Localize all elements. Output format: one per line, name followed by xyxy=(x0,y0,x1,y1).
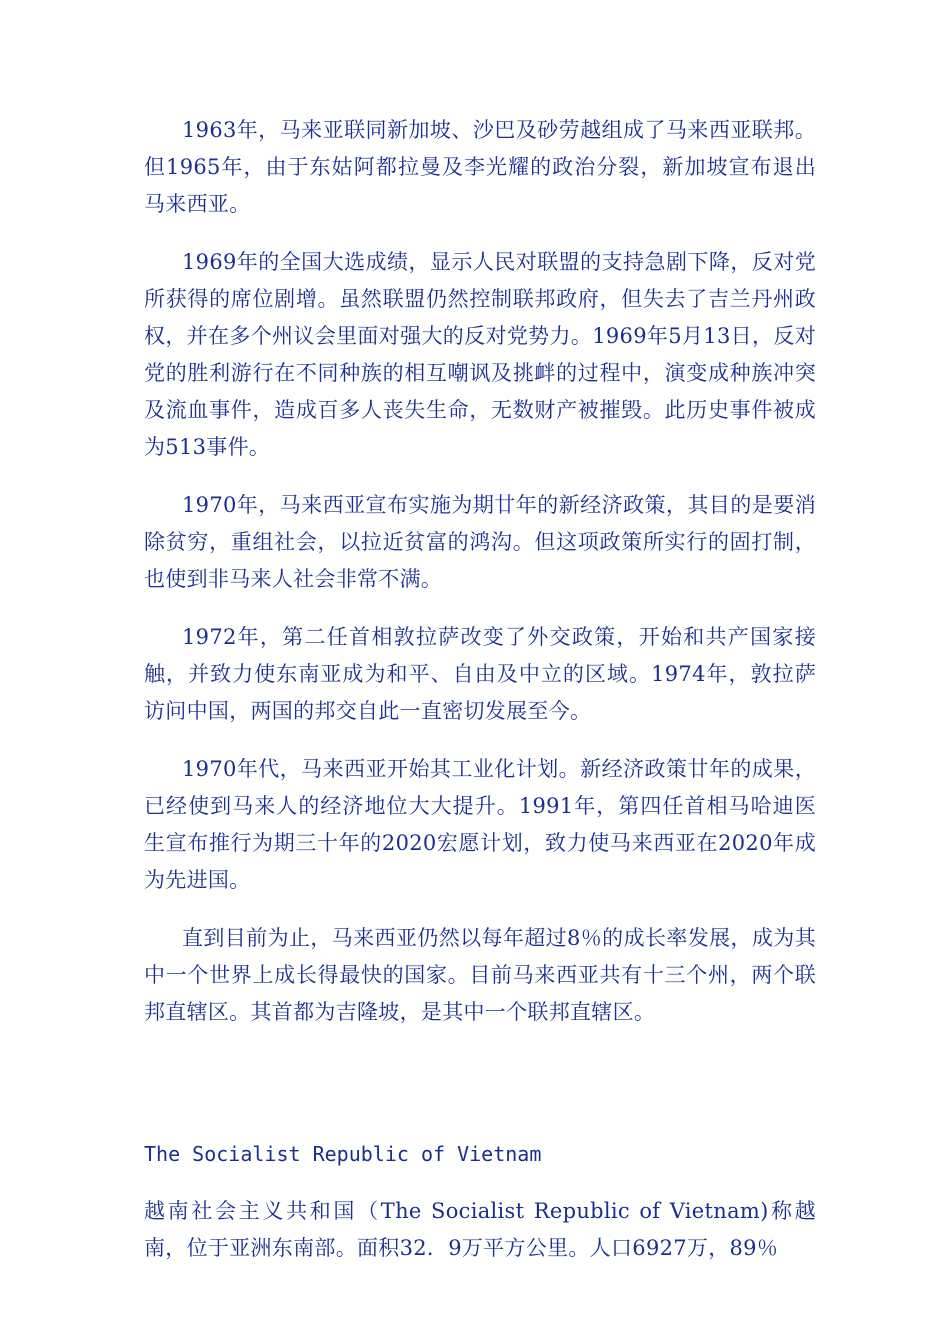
paragraph-1972-foreign-policy: 1972年，第二任首相敦拉萨改变了外交政策，开始和共产国家接触，并致力使东南亚成为和平、自由及中立的区域。1974年，敦拉萨访问中国，两国的邦交自此一直密切发展至今。 xyxy=(144,625,816,723)
paragraph-growth-rate: 直到目前为止，马来西亚仍然以每年超过8％的成长率发展，成为其中一个世界上成长得最快的国家。目前马来西亚共有十三个州，两个联邦直辖区。其首都为吉隆坡，是其中一个联邦直辖区。 xyxy=(144,926,816,1024)
section-heading: The Socialist Republic of Vietnam xyxy=(144,1142,542,1166)
paragraph-1970s-industrialization: 1970年代，马来西亚开始其工业化计划。新经济政策廿年的成果，已经使到马来人的经济地位大大提升。1991年，第四任首相马哈迪医生宣布推行为期三十年的2020宏愿计划，致力使马来西亚在2020年成为先进国。 xyxy=(144,757,816,892)
section-spacer xyxy=(144,1052,816,1136)
paragraph-1963-federation: 1963年，马来亚联同新加坡、沙巴及砂劳越组成了马来西亚联邦。但1965年，由于东姑阿都拉曼及李光耀的政治分裂，新加坡宣布退出马来西亚。 xyxy=(144,118,816,216)
paragraph-1969-election: 1969年的全国大选成绩，显示人民对联盟的支持急剧下降，反对党所获得的席位剧增。虽然联盟仍然控制联邦政府，但失去了吉兰丹州政权，并在多个州议会里面对强大的反对党势力。1969年5月13日，反对党的胜利游行在不同种族的相互嘲讽及挑衅的过程中，演变成种族冲突及流血事件，造成百多人丧失生命，无数财产被摧毁。此历史事件被成为513事件。 xyxy=(144,250,816,459)
paragraph-vietnam-intro: 越南社会主义共和国（The Socialist Republic of Vietnam)称越南，位于亚洲东南部。面积32．9万平方公里。人口6927万，89％ xyxy=(144,1199,816,1260)
document-page xyxy=(144,112,816,1288)
paragraph-1970-economic-policy: 1970年，马来西亚宣布实施为期廿年的新经济政策，其目的是要消除贫穷，重组社会，以拉近贫富的鸿沟。但这项政策所实行的固打制，也使到非马来人社会非常不满。 xyxy=(144,493,816,591)
